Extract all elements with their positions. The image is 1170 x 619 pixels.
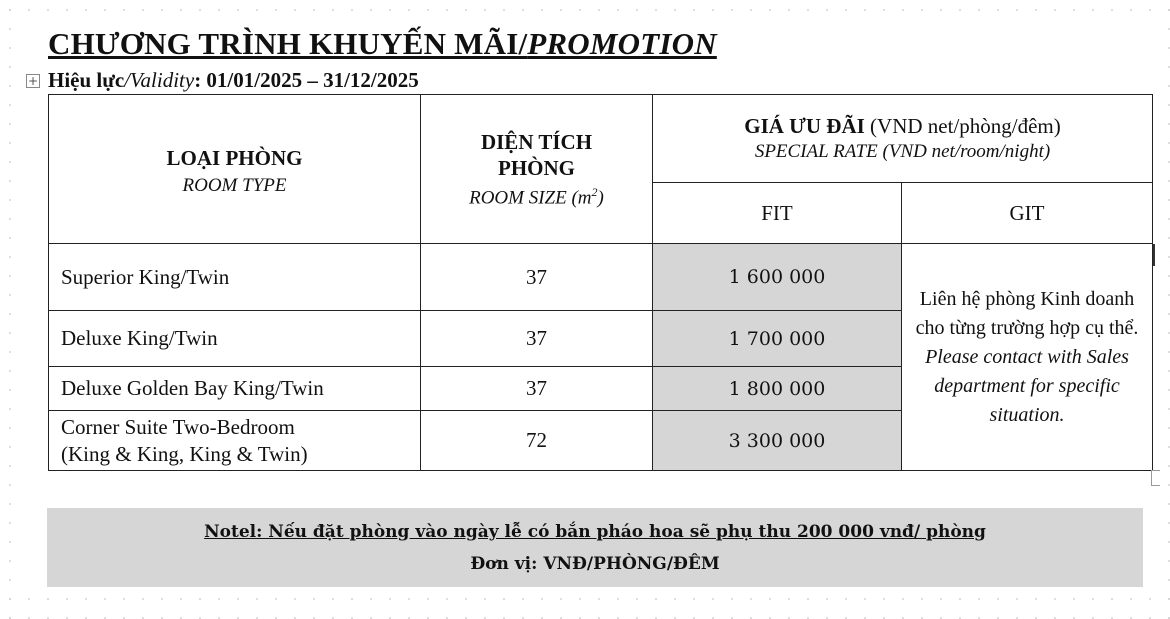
header-room-size-vi: DIỆN TÍCH PHÒNG xyxy=(480,129,593,180)
room-type-cell: Superior King/Twin xyxy=(49,244,421,311)
header-fit: FIT xyxy=(653,183,902,244)
header-room-size xyxy=(421,95,653,244)
table-corner-resize-handle[interactable] xyxy=(1151,470,1160,486)
fit-rate-cell: 1 800 000 xyxy=(653,367,902,411)
room-type-cell: Deluxe King/Twin xyxy=(49,311,421,367)
table-move-handle-icon[interactable]: + xyxy=(27,74,39,88)
title-vi: CHƯƠNG TRÌNH KHUYẾN MÃI/ xyxy=(48,26,528,61)
header-git: GIT xyxy=(902,183,1153,244)
table-resize-marker xyxy=(1153,244,1155,266)
validity-range: : 01/01/2025 – 31/12/2025 xyxy=(194,68,419,92)
room-type-line2: (King & King, King & Twin) xyxy=(61,441,308,466)
header-special-rate xyxy=(653,95,1153,183)
room-type-line1: Corner Suite Two-Bedroom xyxy=(61,414,295,439)
surcharge-note-box xyxy=(47,508,1143,587)
header-room-type-en: ROOM TYPE xyxy=(182,174,287,196)
rate-table xyxy=(48,94,1153,471)
page-title xyxy=(48,26,717,62)
fit-rate-cell: 1 700 000 xyxy=(653,311,902,367)
title-en: PROMOTION xyxy=(527,26,717,61)
validity-line xyxy=(48,68,419,93)
surcharge-note: Notel: Nếu đặt phòng vào ngày lễ có bắn pháo hoa sẽ phụ thu 200 000 vnđ/ phòng xyxy=(204,522,986,542)
room-type-cell: Deluxe Golden Bay King/Twin xyxy=(49,367,421,411)
fit-rate-cell: 3 300 000 xyxy=(653,411,902,471)
header-room-size-en: ROOM SIZE $(m^2)$ xyxy=(469,184,604,209)
git-contact-note xyxy=(902,244,1153,471)
room-size-cell: 37 xyxy=(421,311,653,367)
header-room-type xyxy=(49,95,421,244)
validity-label-en: /Validity xyxy=(124,68,195,92)
header-rate-vi: GIÁ ƯU ĐÃI (VND net/phòng/đêm) xyxy=(744,114,1061,138)
room-type-cell xyxy=(49,411,421,471)
header-rate-en: SPECIAL RATE (VND net/room/night) xyxy=(754,141,1051,162)
header-room-type-vi: LOẠI PHÒNG xyxy=(166,145,303,170)
fit-rate-cell: 1 600 000 xyxy=(653,244,902,311)
git-note-vi: Liên hệ phòng Kinh doanh cho từng trường hợp cụ thể. xyxy=(915,287,1139,339)
room-size-cell: 72 xyxy=(421,411,653,471)
git-note-en: Please contact with Sales department for specific situation. xyxy=(925,345,1129,426)
unit-note: Đơn vị: VNĐ/PHÒNG/ĐÊM xyxy=(470,554,720,574)
table-row xyxy=(49,244,1153,311)
room-size-cell: 37 xyxy=(421,244,653,311)
validity-label-vi: Hiệu lực xyxy=(48,68,125,92)
room-size-cell: 37 xyxy=(421,367,653,411)
